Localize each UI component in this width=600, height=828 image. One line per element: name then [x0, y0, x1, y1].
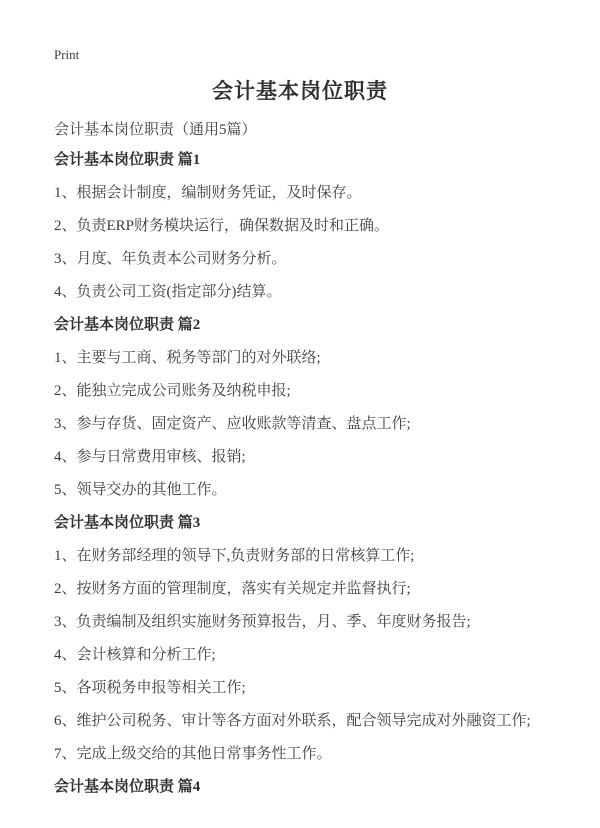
list-item: 1、主要与工商、税务等部门的对外联络;: [54, 350, 321, 366]
list-item: 3、负责编制及组织实施财务预算报告，月、季、年度财务报告;: [54, 614, 471, 630]
section-heading-2: 会计基本岗位职责 篇2: [54, 317, 201, 333]
list-item: 2、按财务方面的管理制度，落实有关规定并监督执行;: [54, 581, 411, 597]
section-heading-3: 会计基本岗位职责 篇3: [54, 515, 201, 531]
page-title: 会计基本岗位职责: [212, 79, 388, 103]
list-item: 1、在财务部经理的领导下,负责财务部的日常核算工作;: [54, 548, 415, 564]
list-item: 2、能独立完成公司账务及纳税申报;: [54, 383, 291, 399]
list-item: 3、参与存货、固定资产、应收账款等清查、盘点工作;: [54, 416, 411, 432]
list-item: 2、负责ERP财务模块运行，确保数据及时和正确。: [54, 218, 390, 234]
document-subtitle: 会计基本岗位职责（通用5篇）: [54, 122, 257, 138]
list-item: 3、月度、年负责本公司财务分析。: [54, 251, 287, 267]
section-heading-1: 会计基本岗位职责 篇1: [54, 152, 201, 168]
list-item: 4、会计核算和分析工作;: [54, 647, 216, 663]
list-item: 4、参与日常费用审核、报销;: [54, 449, 246, 465]
list-item: 4、负责公司工资(指定部分)结算。: [54, 284, 282, 300]
list-item: 1、根据会计制度，编制财务凭证，及时保存。: [54, 185, 362, 201]
list-item: 5、各项税务申报等相关工作;: [54, 680, 246, 696]
print-link[interactable]: Print: [54, 47, 80, 62]
section-heading-4: 会计基本岗位职责 篇4: [54, 779, 201, 795]
list-item: 7、完成上级交给的其他日常事务性工作。: [54, 746, 332, 762]
list-item: 5、领导交办的其他工作。: [54, 482, 227, 498]
list-item: 6、维护公司税务、审计等各方面对外联系，配合领导完成对外融资工作;: [54, 713, 531, 729]
